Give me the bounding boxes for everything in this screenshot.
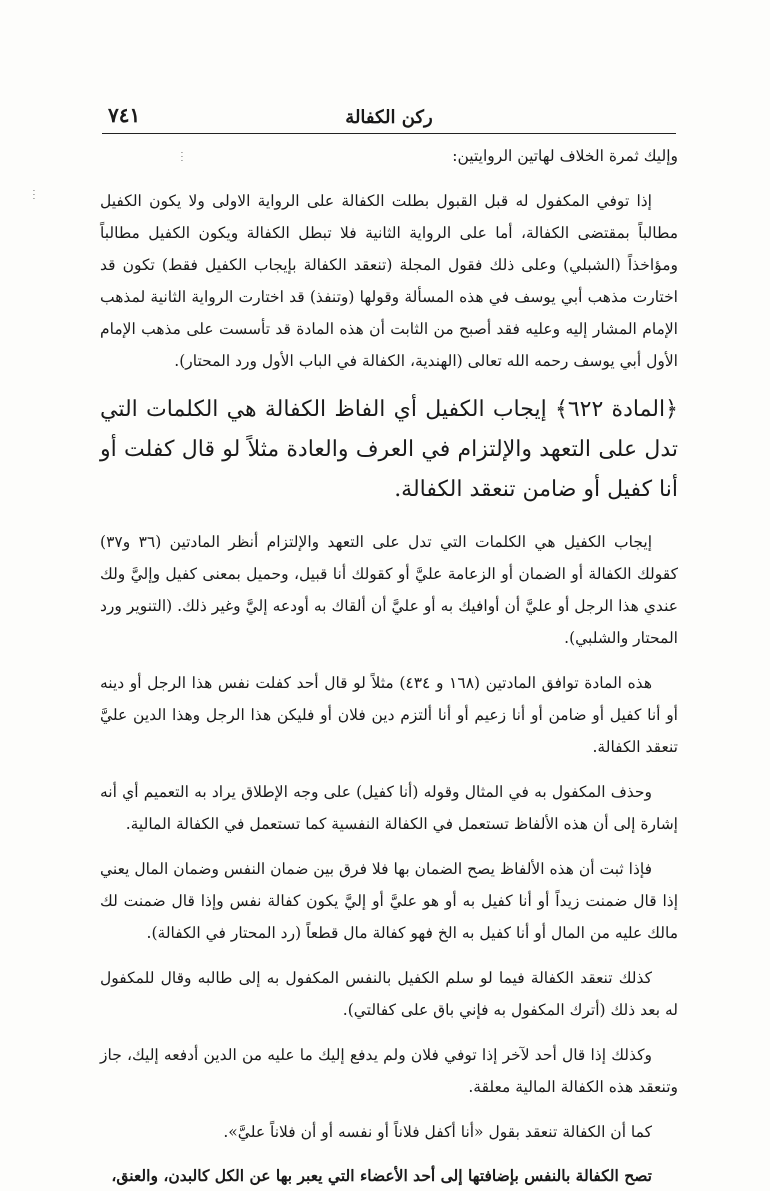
paragraph-6: كذلك تنعقد الكفالة فيما لو سلم الكفيل بالنفس المكفول به إلى طالبه وقال للمكفول له بعد ذلك (أترك المكفول به فإني باق على كفالتي). <box>100 969 678 1019</box>
paragraph-3: هذه المادة توافق المادتين (١٦٨ و ٤٣٤) مثلاً لو قال أحد كفلت نفس هذا الرجل أو دينه أو أنا كفيل أو ضامن أو أنا زعيم أو أنا ألتزم دين فلان أو فليكن هذا الرجل وهذا الدين عليَّ تنعقد الكفالة. <box>100 674 678 756</box>
margin-mark: ⵗ <box>180 150 184 164</box>
page-body <box>100 140 678 1191</box>
paragraph-8: كما أن الكفالة تنعقد بقول «أنا أكفل فلاناً أو نفسه أو أن فلاناً عليَّ». <box>223 1123 652 1141</box>
paragraph-5: فإذا ثبت أن هذه الألفاظ يصح الضمان بها فلا فرق بين ضمان النفس وضمان المال يعني إذا قال ضمنت زيداً أو أنا كفيل به أو هو عليَّ أو إليَّ يكون كفالة نفس وإذا قال ضمنت لك مالك عليه من المال أو أنا كفيل به الخ فهو كفالة مال قطعاً (رد المحتار في الكفالة). <box>100 860 678 942</box>
article-622: ﴿المادة ٦٢٢﴾ إيجاب الكفيل أي الفاظ الكفالة هي الكلمات التي تدل على التعهد والإلتزام في العرف والعادة مثلاً لو قال كفلت أو أنا كفيل أو ضامن تنعقد الكفالة. <box>100 397 678 502</box>
paragraph-7: وكذلك إذا قال أحد لآخر إذا توفي فلان ولم يدفع إليك ما عليه من الدين أدفعه إليك، جاز وتنعقد هذه الكفالة المالية معلقة. <box>100 1046 678 1096</box>
paragraph-4: وحذف المكفول به في المثال وقوله (أنا كفيل) على وجه الإطلاق يراد به التعميم أي أنه إشارة إلى أن هذه الألفاظ تستعمل في الكفالة النفسية كما تستعمل في الكفالة المالية. <box>100 783 678 833</box>
intro-paragraph: وإليك ثمرة الخلاف لهاتين الروايتين: <box>452 147 678 165</box>
paragraph-2: إيجاب الكفيل هي الكلمات التي تدل على التعهد والإلتزام أنظر المادتين (٣٦ و٣٧) كقولك الكفالة أو الضمان أو الزعامة عليَّ أو كقولك أنا قبيل، وحميل بمعنى كفيل وإليَّ ولك عندي هذا الرجل أو عليَّ أن أوافيك به أو عليَّ أن ألقاك به أودعه إليَّ وغير ذلك. (التنوير ورد المحتار والشلبي). <box>100 533 678 647</box>
page-number: ٧٤١ <box>108 103 141 127</box>
paragraph-1: إذا توفي المكفول له قبل القبول بطلت الكفالة على الرواية الاولى ولا يكون الكفيل مطالباً بمقتضى الكفالة، أما على الرواية الثانية فلا تبطل الكفالة ويكون الكفيل مطالباً ومؤاخذاً (الشبلي) وعلى ذلك فقول المجلة (تنعقد الكفالة بإيجاب الكفيل فقط) تكون قد اختارت مذهب أبي يوسف في هذه المسألة وقولها (وتنفذ) قد اختارت الرواية الثانية لمذهب الإمام المشار إليه وعليه فقد أصبح من الثابت أن هذه المادة قد تأسست على مذهب الإمام الأول أبي يوسف رحمه الله تعالى (الهندية، الكفالة في الباب الأول ورد المحتار). <box>100 192 678 370</box>
margin-mark: ⵗ <box>32 188 36 202</box>
page-header <box>102 103 676 134</box>
running-title: ركن الكفالة <box>345 107 433 128</box>
paragraph-9: تصح الكفالة بالنفس بإضافتها إلى أحد الأعضاء التي يعبر بها عن الكل كالبدن، والعنق، <box>111 1166 652 1185</box>
